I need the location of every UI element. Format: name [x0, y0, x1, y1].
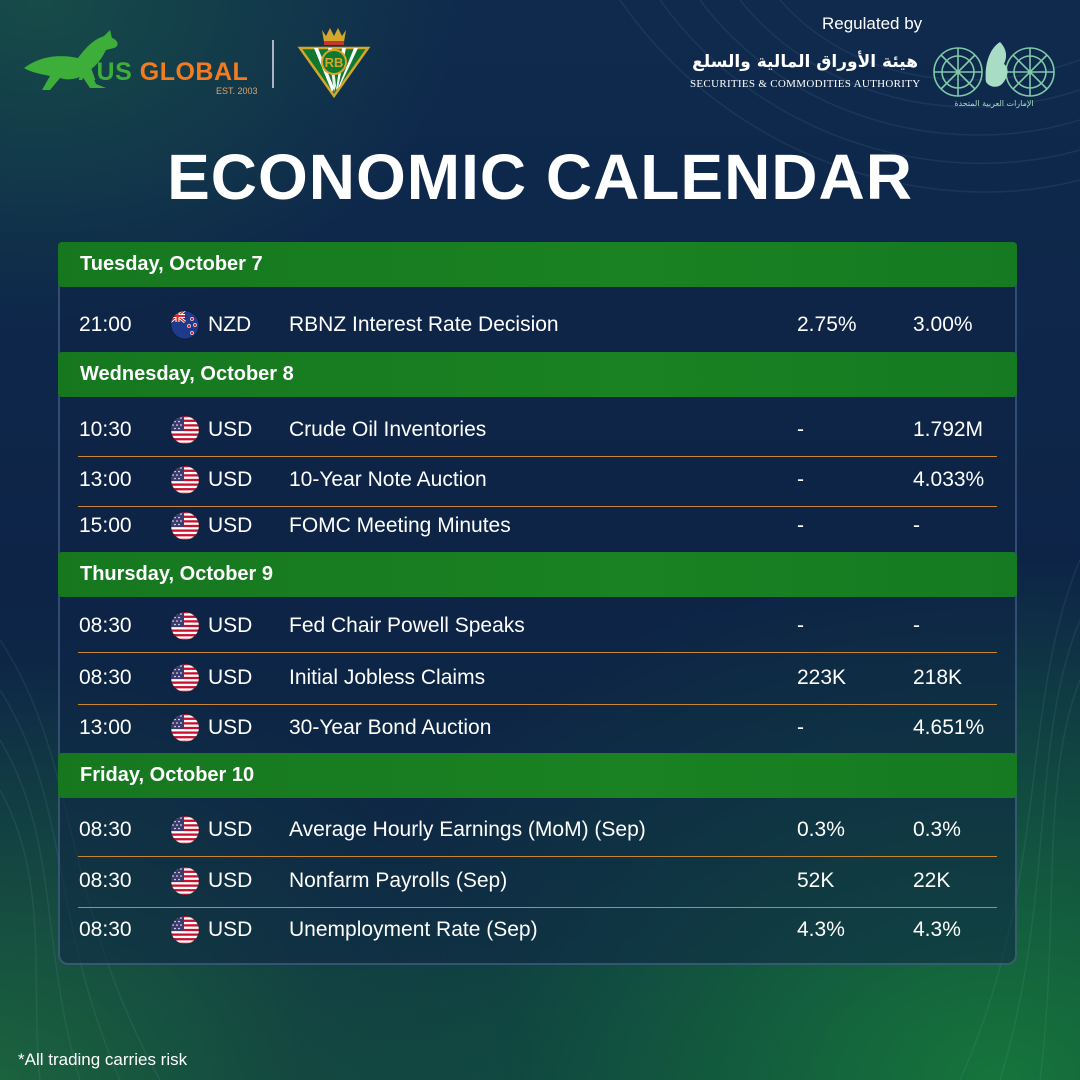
- event-actual: -: [797, 614, 804, 637]
- event-previous: 1.792M: [913, 418, 984, 441]
- event-previous: -: [913, 514, 920, 537]
- aus-global-logo: [20, 28, 260, 98]
- event-actual: -: [797, 514, 804, 537]
- event-time: 21:00: [79, 313, 132, 336]
- brand-established: EST. 2003: [216, 86, 258, 96]
- event-actual: -: [797, 468, 804, 491]
- new-zealand-flag-icon: [170, 310, 200, 340]
- event-time: 08:30: [79, 918, 132, 941]
- us-flag-icon: [170, 511, 200, 541]
- event-currency: USD: [208, 918, 253, 941]
- event-name: RBNZ Interest Rate Decision: [289, 313, 559, 336]
- us-flag-icon: [170, 611, 200, 641]
- event-currency: USD: [208, 468, 253, 491]
- brand-wordmark: [78, 58, 248, 87]
- us-flag-icon: [170, 866, 200, 896]
- event-time: 15:00: [79, 514, 132, 537]
- event-name: Average Hourly Earnings (MoM) (Sep): [289, 818, 646, 841]
- svg-text:RB: RB: [324, 55, 344, 70]
- event-previous: 0.3%: [913, 818, 961, 841]
- event-row: [58, 658, 1017, 698]
- event-actual: -: [797, 716, 804, 739]
- event-time: 10:30: [79, 418, 132, 441]
- event-previous: 22K: [913, 869, 951, 892]
- event-previous: 3.00%: [913, 313, 973, 336]
- event-name: Unemployment Rate (Sep): [289, 918, 538, 941]
- event-name: Crude Oil Inventories: [289, 418, 487, 441]
- event-row: [58, 410, 1017, 450]
- us-flag-icon: [170, 465, 200, 495]
- regulated-by-label: Regulated by: [822, 14, 923, 33]
- event-time: 08:30: [79, 869, 132, 892]
- event-previous: -: [913, 614, 920, 637]
- event-row: [58, 460, 1017, 500]
- us-flag-icon: [170, 415, 200, 445]
- event-row: [58, 606, 1017, 646]
- event-actual: 4.3%: [797, 918, 845, 941]
- day-header-wednesday: Wednesday, October 8: [58, 352, 1017, 397]
- event-actual: 223K: [797, 666, 847, 689]
- event-currency: NZD: [208, 313, 252, 336]
- regulator-name-arabic: هيئة الأوراق المالية والسلع: [692, 52, 918, 72]
- day-header-tuesday: Tuesday, October 7: [58, 242, 1017, 287]
- event-currency: USD: [208, 514, 253, 537]
- event-name: Initial Jobless Claims: [289, 666, 486, 689]
- event-time: 13:00: [79, 468, 132, 491]
- event-row: [58, 506, 1017, 546]
- event-row: [58, 305, 1017, 345]
- brand-primary: AUS: [78, 58, 133, 86]
- logo-divider: [272, 40, 274, 88]
- us-flag-icon: [170, 915, 200, 945]
- event-previous: 4.3%: [913, 918, 961, 941]
- event-time: 08:30: [79, 666, 132, 689]
- event-row: [58, 861, 1017, 901]
- event-actual: -: [797, 418, 804, 441]
- event-name: 10-Year Note Auction: [289, 468, 487, 491]
- event-previous: 218K: [913, 666, 963, 689]
- regulator-seal-text: الإمارات العربية المتحدة: [954, 99, 1034, 108]
- event-name: 30-Year Bond Auction: [289, 716, 492, 739]
- event-currency: USD: [208, 818, 253, 841]
- event-actual: 52K: [797, 869, 835, 892]
- day-header-thursday: Thursday, October 9: [58, 552, 1017, 597]
- football-club-crest-icon: [292, 26, 376, 98]
- us-flag-icon: [170, 663, 200, 693]
- event-currency: USD: [208, 614, 253, 637]
- us-flag-icon: [170, 815, 200, 845]
- us-flag-icon: [170, 713, 200, 743]
- regulator-name-english: SECURITIES & COMMODITIES AUTHORITY: [690, 78, 921, 90]
- event-time: 08:30: [79, 818, 132, 841]
- day-header-friday: Friday, October 10: [58, 753, 1017, 798]
- event-row: [58, 910, 1017, 950]
- page-title: ECONOMIC CALENDAR: [167, 141, 913, 213]
- brand-secondary: GLOBAL: [139, 58, 249, 86]
- event-currency: USD: [208, 666, 253, 689]
- regulator-seal-icon: [928, 38, 1060, 110]
- event-currency: USD: [208, 418, 253, 441]
- event-currency: USD: [208, 869, 253, 892]
- event-currency: USD: [208, 716, 253, 739]
- event-name: Nonfarm Payrolls (Sep): [289, 869, 508, 892]
- event-name: Fed Chair Powell Speaks: [289, 614, 525, 637]
- event-actual: 2.75%: [797, 313, 857, 336]
- event-time: 13:00: [79, 716, 132, 739]
- event-previous: 4.651%: [913, 716, 985, 739]
- event-previous: 4.033%: [913, 468, 985, 491]
- event-row: [58, 708, 1017, 748]
- event-actual: 0.3%: [797, 818, 845, 841]
- event-name: FOMC Meeting Minutes: [289, 514, 511, 537]
- event-time: 08:30: [79, 614, 132, 637]
- event-row: [58, 810, 1017, 850]
- risk-disclaimer: *All trading carries risk: [18, 1050, 188, 1069]
